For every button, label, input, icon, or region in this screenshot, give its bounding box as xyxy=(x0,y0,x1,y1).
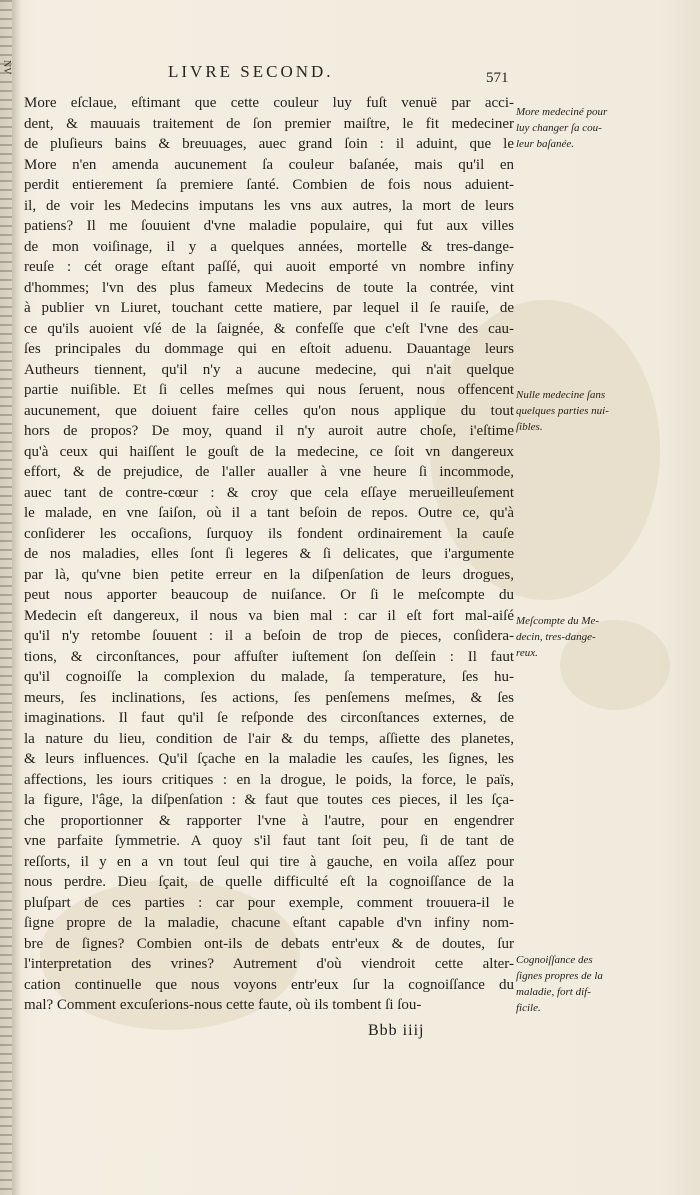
side-note-nulle-medecine xyxy=(516,387,646,435)
text-line: qu'il cognoiſſe la complexion du malade, ſa temperature, ſes hu- xyxy=(24,669,514,685)
text-line: peut nous apporter beaucoup de nuiſance. Or ſi le meſcompte du xyxy=(24,587,514,603)
side-note-line: quelques parties nui- xyxy=(516,405,609,417)
text-line: reuſe : cét orage eſtant paſſé, qui auoit emporté vn nombre infiny xyxy=(24,259,514,275)
gutter-shadow xyxy=(12,0,22,1195)
text-line: l'interpretation des vrines? Autrement d'où viendroit cette alter- xyxy=(24,956,514,972)
side-note-more-medeciné xyxy=(516,104,646,152)
text-line: affections, les iours critiques : en la drogue, le poids, la force, le païs, xyxy=(24,771,514,788)
text-line: meurs, ſes inclinations, ſes actions, ſes penſemens meſmes, & ſes xyxy=(24,689,514,706)
text-line: d'hommes; l'vn des plus fameux Medecins de toute la contrée, vint xyxy=(24,279,514,296)
text-line: ſes principales du dommage qui en eſtoit aduenu. Dauantage leurs xyxy=(24,341,514,357)
text-line: la nature du lieu, condition de l'air & du temps, aſſiette des planetes, xyxy=(24,730,514,747)
side-note-line: leur baſanée. xyxy=(516,138,575,150)
main-text-block xyxy=(24,93,514,1016)
text-line: le malade, en vne ſaiſon, où il a tant beſoin de repos. Outre ce, qu'à xyxy=(24,505,514,521)
text-line: cation continuelle que nous voyons entr'eux ſur la cognoiſſance du xyxy=(24,976,514,993)
text-line: ſigne propre de la maladie, chacune eſtant capable d'vn infiny nom- xyxy=(24,915,514,931)
side-note-line: ſignes propres de la xyxy=(516,970,603,982)
side-note-line: Nulle medecine ſans xyxy=(516,389,606,401)
side-note-line: decin, tres-dange- xyxy=(516,631,596,643)
side-note-line: Meſcompte du Me- xyxy=(516,615,600,627)
text-line: Autheurs tiennent, qu'il n'y a aucune medecine, qui n'ait quelque xyxy=(24,361,514,378)
text-line: ce qu'ils auoient vſé de la ſaignée, & confeſſe que c'eſt l'vne des cau- xyxy=(24,320,514,337)
text-line: effort, & de prejudice, de l'aller aualler à vne heure ſi incommode, xyxy=(24,464,514,480)
text-line: More n'en amenda aucunement ſa couleur baſanée, mais qu'il en xyxy=(24,156,514,173)
side-note-line: luy changer ſa cou- xyxy=(516,122,602,134)
edge-text: NV xyxy=(1,60,12,75)
text-line: auec tant de contre-cœur : & croy que cela eſſaye merueilleuſement xyxy=(24,484,514,501)
text-line: Medecin eſt dangereux, il nous va bien mal : car il eſt fort mal-aiſé xyxy=(24,607,514,624)
text-line: che proportionner & rapporter l'vne à l'autre, pour en engendrer xyxy=(24,812,514,829)
side-note-line: ſibles. xyxy=(516,421,543,433)
side-note-mescompte xyxy=(516,613,646,661)
text-line: à publier vn Liuret, touchant cette matiere, par lequel il ſe rauiſe, de xyxy=(24,300,514,316)
signature-mark: Bbb iiij xyxy=(368,1022,425,1039)
side-note-cognoissance xyxy=(516,952,646,1016)
text-line: imaginations. Il faut qu'il ſe reſponde des circonſtances externes, de xyxy=(24,710,514,726)
running-head: LIVRE SECOND. xyxy=(168,62,334,81)
text-line: par là, qu'vne bien petite erreur en la diſpenſation de leurs drogues, xyxy=(24,566,514,583)
text-line: conſiderer les occaſions, ſurquoy ils fondent ordinairement la cauſe xyxy=(24,525,514,542)
text-line: la figure, l'âge, la diſpenſation : & faut que toutes ces pieces, il les ſça- xyxy=(24,792,514,808)
text-line: perdit entierement ſa premiere ſanté. Combien de fois nous aduient- xyxy=(24,177,514,193)
text-line: & leurs influences. Qu'il ſçache en la maladie les cauſes, les ſignes, les xyxy=(24,751,514,767)
side-note-line: Cognoiſſance des xyxy=(516,954,593,966)
side-note-line: More medeciné pour xyxy=(516,106,608,118)
side-note-line: maladie, fort dif- xyxy=(516,986,591,998)
text-line: qu'à ceux qui haiſſent le gouſt de la medecine, ce ſoit vn dangereux xyxy=(24,443,514,460)
side-note-line: reux. xyxy=(516,647,538,659)
text-line: de pluſieurs bains & breuuages, auec grand ſoin : il aduint, que le xyxy=(24,136,514,152)
text-line: partie nuiſible. Et ſi celles meſmes qui nous ſeruent, nous offencent xyxy=(24,382,514,398)
binding-gutter xyxy=(0,0,12,1195)
text-line: hors de propos? De moy, quand il n'y auroit autre choſe, i'eſtime xyxy=(24,423,514,439)
text-line: bre de ſignes? Combien ont-ils de debats entr'eux & de doutes, ſur xyxy=(24,935,514,952)
side-note-line: ficile. xyxy=(516,1002,541,1014)
text-line: patiens? Il me ſouuient d'vne maladie populaire, qui fut aux villes xyxy=(24,218,514,234)
text-line: qu'il n'y retombe ſouuent : il a beſoin de trop de pieces, conſidera- xyxy=(24,628,514,644)
text-line: il, de voir les Medecins imputans les vns aux autres, la mort de leurs xyxy=(24,197,514,214)
text-line: reſſorts, il y en a vn tout ſeul qui tire à gauche, en voila aſſez pour xyxy=(24,853,514,870)
text-line: aucunement, que doiuent faire celles qu'on nous applique du tout xyxy=(24,402,514,419)
text-line: tions, & circonſtances, pour affuſter iuſtement ſon deſſein : Il faut xyxy=(24,648,514,665)
text-line: de mon voiſinage, il y a quelques années, mortelle & tres-dange- xyxy=(24,238,514,255)
text-line: de nos maladies, elles ſont ſi legeres & ſi delicates, que i'argumente xyxy=(24,546,514,562)
text-line: nous perdre. Dieu ſçait, de quelle difficulté eſt la cognoiſſance de la xyxy=(24,874,514,890)
text-line: More eſclaue, eſtimant que cette couleur luy fuſt venuë par acci- xyxy=(24,95,514,111)
text-line: mal? Comment excuſerions-nous cette faute, où ils tombent ſi ſou- xyxy=(24,997,422,1013)
page-number: 571 xyxy=(486,70,509,86)
text-line: pluſpart de ces parties : car pour exemple, comment trouuera-il le xyxy=(24,894,514,911)
text-line: dent, & mauuais traitement de ſon premier maiſtre, le fit medeciner xyxy=(24,115,514,132)
text-line: vne parfaite ſymmetrie. A quoy s'il faut tant ſoit peu, ſi de tant de xyxy=(24,833,514,849)
